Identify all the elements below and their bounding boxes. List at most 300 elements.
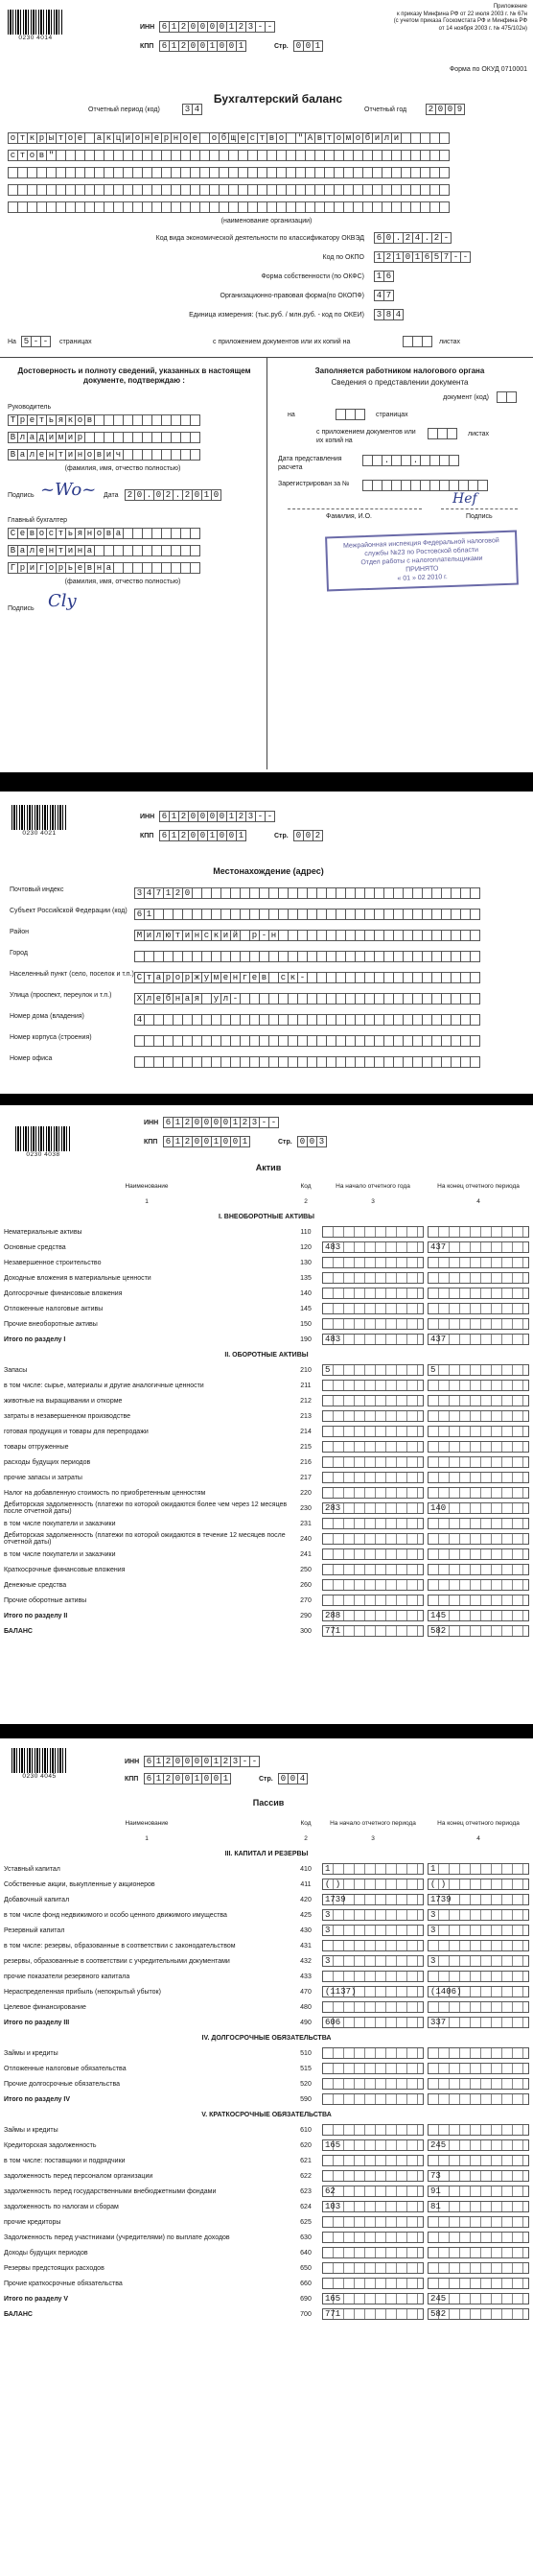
- char-cell: е: [17, 528, 28, 539]
- section-row: [2, 2030, 531, 2045]
- table-row: [2, 1270, 531, 1286]
- address-row: [0, 968, 533, 989]
- value-end: [426, 1454, 531, 1470]
- char-cell: [439, 184, 450, 196]
- char-cell: н: [75, 545, 85, 556]
- value-begin: [320, 2061, 426, 2076]
- char-cell: 0: [182, 887, 193, 899]
- char-cell: -: [297, 972, 308, 983]
- tax-reg-label: Зарегистрирован за №: [278, 481, 350, 487]
- value-end-box: [428, 2001, 529, 2013]
- column-begin: На начало отчетного периода: [330, 1819, 416, 1827]
- char-cell: [470, 993, 480, 1004]
- char-cell: 0: [182, 1773, 193, 1784]
- value-begin-box: 483: [322, 1334, 424, 1345]
- char-cell: 6: [144, 1756, 154, 1767]
- char-cell: в: [84, 562, 95, 574]
- value-end: [426, 2306, 531, 2322]
- char-cell: б: [163, 993, 174, 1004]
- head-name-cells: [8, 432, 199, 443]
- char-cell: о: [276, 132, 287, 144]
- value-end-box: 337: [428, 2017, 529, 2028]
- row-name: прочие кредиторы: [4, 2218, 61, 2226]
- char-cell: [470, 972, 480, 983]
- value-end-box: 437: [428, 1241, 529, 1253]
- char-cell: -: [240, 1756, 250, 1767]
- value-end: [426, 1470, 531, 1485]
- value-end: [426, 2045, 531, 2061]
- char-cell: т: [36, 414, 47, 426]
- row-code: 690: [300, 2295, 312, 2303]
- value-begin: [320, 1316, 426, 1332]
- acc-signature: Cly: [48, 591, 77, 611]
- org-name-caption: (наименование организации): [220, 218, 313, 225]
- value-begin: [320, 1393, 426, 1408]
- row-name: Основные средства: [4, 1243, 66, 1251]
- char-cell: 7: [153, 887, 164, 899]
- char-cell: [355, 409, 365, 420]
- char-cell: 6: [422, 251, 432, 263]
- address-label: Номер офиса: [10, 1055, 53, 1062]
- value-end-box: [428, 2047, 529, 2059]
- char-cell: в: [259, 972, 269, 983]
- char-cell: с: [247, 132, 258, 144]
- row-code: 590: [300, 2095, 312, 2103]
- value-end-box: [428, 2232, 529, 2243]
- row-name: Денежные средства: [4, 1581, 67, 1589]
- char-cell: 2: [182, 1117, 193, 1128]
- char-cell: н: [142, 132, 152, 144]
- value-begin: [320, 1332, 426, 1347]
- barcode-number: 0230 4021: [22, 830, 57, 837]
- char-cell: и: [65, 432, 76, 443]
- value-end: [426, 2153, 531, 2168]
- value-begin: [320, 1623, 426, 1639]
- row-code: 660: [300, 2280, 312, 2287]
- value-end: [426, 1316, 531, 1332]
- value-end-box: [428, 1579, 529, 1591]
- char-cell: б: [219, 132, 229, 144]
- table-row: [2, 1516, 531, 1531]
- char-cell: е: [27, 414, 37, 426]
- value-begin-box: [322, 1579, 424, 1591]
- value-end: [426, 1938, 531, 1953]
- row-code: 480: [300, 2003, 312, 2011]
- okved-label: Код вида экономической деятельности по классификатору ОКВЭД: [155, 235, 364, 242]
- row-name: Целевое финансирование: [4, 2003, 86, 2011]
- value-begin: [320, 2276, 426, 2291]
- row-code: 623: [300, 2187, 312, 2195]
- char-cell: и: [220, 930, 231, 941]
- value-begin: [320, 2230, 426, 2245]
- table-row: [2, 1393, 531, 1408]
- acc-fio-caption: (фамилия, имя, отчество полностью): [64, 579, 181, 585]
- value-begin: [320, 1608, 426, 1623]
- section-title: IV. ДОЛГОСРОЧНЫЕ ОБЯЗАТЕЛЬСТВА: [201, 2034, 332, 2042]
- char-cell: н: [173, 993, 183, 1004]
- tax-stamp: Межрайонная инспекция Федеральной налоговой службы №23 по Ростовской области Отдел работы с налогоплательщиками ПРИНЯТО « 01 » 02 2010 г.: [325, 531, 519, 592]
- char-cell: в: [266, 132, 277, 144]
- row-name: резервы, образованные в соответствии с учредительными документами: [4, 1957, 230, 1965]
- value-end: [426, 1240, 531, 1255]
- address-label: Почтовый индекс: [10, 886, 64, 893]
- char-cell: 0: [217, 811, 227, 822]
- char-cell: 1: [153, 1773, 164, 1784]
- row-name: Запасы: [4, 1366, 28, 1374]
- value-end-box: 91: [428, 2186, 529, 2197]
- char-cell: [447, 428, 457, 439]
- pages-prefix: На: [8, 339, 16, 345]
- char-cell: л: [17, 432, 28, 443]
- barcode-bars: [15, 1126, 71, 1151]
- char-cell: 2: [403, 232, 413, 244]
- char-cell: е: [36, 449, 47, 461]
- column-numbers: [2, 1193, 531, 1209]
- okopf-cells: [374, 290, 393, 301]
- section-row: [2, 1846, 531, 1861]
- char-cell: -: [255, 21, 266, 33]
- char-cell: а: [94, 132, 104, 144]
- row-code: 260: [300, 1581, 312, 1589]
- char-cell: 0: [153, 489, 164, 501]
- char-cell: о: [84, 449, 95, 461]
- char-cell: 0: [307, 1136, 317, 1147]
- char-cell: е: [75, 562, 85, 574]
- char-cell: -: [259, 1117, 269, 1128]
- char-cell: 0: [211, 1117, 221, 1128]
- attach-sheets-label: листах: [439, 339, 461, 345]
- char-cell: в: [36, 150, 47, 161]
- value-end-box: [428, 2216, 529, 2228]
- char-cell: к: [104, 132, 114, 144]
- table-row: [2, 1316, 531, 1332]
- okei-cells: [374, 309, 403, 320]
- char-cell: 2: [163, 1773, 174, 1784]
- address-value-cells: [134, 1035, 479, 1047]
- char-cell: [470, 909, 480, 920]
- table-header: [2, 1815, 531, 1831]
- barcode-4: [12, 1748, 67, 1781]
- char-cell: .: [422, 232, 432, 244]
- table-row: [2, 2260, 531, 2276]
- char-cell: 0: [435, 104, 446, 115]
- table-row: [2, 2306, 531, 2322]
- table-row: [2, 1861, 531, 1877]
- table-row: [2, 2015, 531, 2030]
- row-name: Займы и кредиты: [4, 2049, 58, 2057]
- char-cell: р: [17, 562, 28, 574]
- char-cell: ": [295, 132, 306, 144]
- char-cell: 4: [374, 290, 384, 301]
- char-cell: 6: [144, 1773, 154, 1784]
- address-label: Район: [10, 929, 29, 935]
- address-value-cells: [134, 930, 479, 941]
- value-end: [426, 2168, 531, 2184]
- char-cell: р: [56, 562, 66, 574]
- char-cell: 1: [192, 1773, 202, 1784]
- value-begin: [320, 1255, 426, 1270]
- value-begin: [320, 1938, 426, 1953]
- table-row: [2, 2153, 531, 2168]
- page-gap-3: [0, 1724, 533, 1738]
- page-label: Стр.: [278, 1139, 292, 1146]
- row-code: 410: [300, 1865, 312, 1873]
- char-cell: 2: [178, 40, 189, 52]
- value-end-box: [428, 1272, 529, 1284]
- value-end: [426, 2184, 531, 2199]
- row-code: 140: [300, 1289, 312, 1297]
- table-row: [2, 1240, 531, 1255]
- value-end-box: [428, 1940, 529, 1951]
- row-name: в том числе: сырье, материалы и другие аналогичные ценности: [4, 1382, 204, 1389]
- section-row: [2, 1209, 531, 1224]
- inn-cells: [144, 1756, 259, 1767]
- okopf-label: Организационно-правовая форма(по ОКОПФ): [220, 293, 364, 299]
- char-cell: 1: [173, 1117, 183, 1128]
- char-cell: В: [8, 432, 18, 443]
- value-begin-box: [322, 2170, 424, 2182]
- tax-doc-cells: [497, 391, 516, 403]
- value-begin: [320, 1953, 426, 1969]
- value-begin-box: 283: [322, 1502, 424, 1514]
- page-cells: [297, 1136, 326, 1147]
- char-cell: 2: [178, 21, 189, 33]
- char-cell: а: [27, 432, 37, 443]
- row-name: в том числе покупатели и заказчики: [4, 1520, 116, 1527]
- row-code: 510: [300, 2049, 312, 2057]
- char-cell: 2: [383, 251, 394, 263]
- char-cell: 0: [201, 1117, 212, 1128]
- char-cell: в: [314, 132, 325, 144]
- table-row: [2, 1470, 531, 1485]
- value-end: [426, 1531, 531, 1547]
- char-cell: л: [27, 545, 37, 556]
- char-cell: ь: [65, 528, 76, 539]
- row-name: расходы будущих периодов: [4, 1458, 91, 1466]
- char-cell: 0: [182, 1756, 193, 1767]
- row-code: 250: [300, 1566, 312, 1573]
- char-cell: .: [382, 455, 392, 466]
- value-begin-box: (1137): [322, 1986, 424, 1997]
- char-cell: [470, 1035, 480, 1047]
- value-end-box: [428, 1518, 529, 1529]
- char-cell: -: [259, 930, 269, 941]
- char-cell: -: [255, 811, 266, 822]
- table-row: [2, 1454, 531, 1470]
- char-cell: -: [441, 232, 452, 244]
- org-name-row-1: [8, 132, 449, 144]
- value-begin: [320, 2260, 426, 2276]
- char-cell: м: [343, 132, 354, 144]
- value-end: [426, 1362, 531, 1378]
- row-name: Добавочный капитал: [4, 1896, 70, 1903]
- value-begin: [320, 1362, 426, 1378]
- tax-on-label: на: [288, 412, 295, 418]
- char-cell: ц: [113, 132, 124, 144]
- table-row: [2, 1877, 531, 1892]
- value-begin: [320, 1270, 426, 1286]
- char-cell: о: [209, 132, 220, 144]
- value-begin-box: [322, 1472, 424, 1483]
- table-row: [2, 2061, 531, 2076]
- char-cell: -: [460, 251, 471, 263]
- char-cell: [439, 150, 450, 161]
- value-end-box: 3: [428, 1909, 529, 1921]
- tax-pages-label: страницах: [376, 412, 408, 418]
- char-cell: 0: [297, 1136, 308, 1147]
- char-cell: 3: [134, 887, 145, 899]
- char-cell: .: [144, 489, 154, 501]
- char-cell: 6: [383, 271, 394, 282]
- inn-label: ИНН: [144, 1120, 159, 1126]
- char-cell: -: [265, 811, 275, 822]
- table-row: [2, 1593, 531, 1608]
- char-cell: 4: [412, 232, 423, 244]
- char-cell: -: [268, 1117, 279, 1128]
- value-end: [426, 1224, 531, 1240]
- value-begin-box: [322, 1395, 424, 1406]
- value-begin: [320, 1439, 426, 1454]
- value-begin-box: 771: [322, 2308, 424, 2320]
- row-code: 515: [300, 2065, 312, 2072]
- page-label: Стр.: [259, 1776, 273, 1783]
- char-cell: е: [220, 972, 231, 983]
- char-cell: Г: [8, 562, 18, 574]
- char-cell: т: [324, 132, 335, 144]
- pages-label: страницах: [59, 339, 92, 345]
- section-title: II. ОБОРОТНЫЕ АКТИВЫ: [224, 1351, 309, 1359]
- row-name: Кредиторская задолженность: [4, 2141, 97, 2149]
- inn-label: ИНН: [125, 1759, 140, 1765]
- value-begin: [320, 1531, 426, 1547]
- char-cell: 0: [403, 251, 413, 263]
- table-row: [2, 1892, 531, 1907]
- value-end: [426, 2260, 531, 2276]
- table-row: [2, 1969, 531, 1984]
- kpp-cells: [163, 1136, 249, 1147]
- char-cell: 2: [220, 1756, 231, 1767]
- row-name: Уставный капитал: [4, 1865, 60, 1873]
- address-label: Номер корпуса (строения): [10, 1034, 92, 1041]
- barcode-bars: [12, 1748, 67, 1773]
- char-cell: д: [36, 432, 47, 443]
- section-title: I. ВНЕОБОРОТНЫЕ АКТИВЫ: [218, 1213, 315, 1220]
- char-cell: 1: [169, 830, 179, 841]
- row-name: Итого по разделу IV: [4, 2095, 71, 2103]
- char-cell: .: [393, 232, 404, 244]
- char-cell: т: [56, 132, 66, 144]
- char-cell: р: [161, 132, 172, 144]
- report-year-cells: [426, 104, 464, 115]
- char-cell: 7: [383, 290, 394, 301]
- value-end: [426, 1332, 531, 1347]
- value-end: [426, 1623, 531, 1639]
- barcode-bars: [12, 805, 67, 830]
- char-cell: С: [134, 972, 145, 983]
- row-name: Прочие долгосрочные обязательства: [4, 2080, 121, 2088]
- char-cell: В: [8, 545, 18, 556]
- tax-fio-line: [288, 508, 422, 509]
- char-cell: 6: [159, 40, 170, 52]
- value-end-box: 1739: [428, 1894, 529, 1905]
- form-code: Форма по ОКУД 0710001: [449, 66, 527, 73]
- value-begin-box: [322, 2278, 424, 2289]
- row-code: 216: [300, 1458, 312, 1466]
- char-cell: в: [94, 449, 104, 461]
- value-begin-box: [322, 1226, 424, 1238]
- value-begin-box: 103: [322, 2201, 424, 2212]
- char-cell: 6: [159, 830, 170, 841]
- char-cell: 0: [303, 40, 313, 52]
- value-end: [426, 1286, 531, 1301]
- char-cell: [190, 449, 200, 461]
- value-begin: [320, 1969, 426, 1984]
- value-end-box: [428, 1971, 529, 1982]
- char-cell: 3: [245, 811, 256, 822]
- char-cell: 2: [178, 830, 189, 841]
- char-cell: [190, 414, 200, 426]
- table-row: [2, 1301, 531, 1316]
- char-cell: к: [65, 414, 76, 426]
- barcode-number: 0230 4014: [18, 35, 53, 41]
- table-row: [2, 1501, 531, 1516]
- section-row: [2, 2107, 531, 2122]
- tax-pages-cells: [336, 409, 364, 420]
- char-cell: [190, 528, 200, 539]
- char-cell: [439, 167, 450, 178]
- row-code: 215: [300, 1443, 312, 1451]
- row-code: 211: [300, 1382, 312, 1389]
- row-code: 190: [300, 1335, 312, 1343]
- char-cell: [449, 455, 459, 466]
- barcode-3: [15, 1126, 71, 1159]
- value-begin: [320, 1907, 426, 1923]
- barcode-1: [8, 10, 63, 42]
- okfs-label: Форма собственности (по ОКФС): [261, 273, 364, 280]
- value-begin: [320, 2138, 426, 2153]
- row-code: 130: [300, 1259, 312, 1266]
- char-cell: .: [173, 489, 183, 501]
- tax-date-cells: [362, 455, 458, 466]
- value-begin-box: [322, 1456, 424, 1468]
- value-begin: [320, 1485, 426, 1501]
- char-cell: 1: [211, 1756, 221, 1767]
- row-code: 433: [300, 1973, 312, 1980]
- char-cell: т: [56, 449, 66, 461]
- value-end: [426, 1861, 531, 1877]
- column-number: 4: [476, 1834, 480, 1842]
- column-name: Наименование: [125, 1819, 169, 1827]
- table-row: [2, 1953, 531, 1969]
- row-code: 650: [300, 2264, 312, 2272]
- barcode-number: 0230 4045: [22, 1773, 57, 1780]
- row-code: 230: [300, 1504, 312, 1512]
- barcode-bars: [8, 10, 63, 35]
- row-code: 621: [300, 2157, 312, 2164]
- value-begin-box: 5: [322, 1364, 424, 1376]
- value-end-box: 245: [428, 2139, 529, 2151]
- char-cell: м: [56, 432, 66, 443]
- pages-cells: [21, 336, 50, 347]
- inn-cells: [159, 811, 274, 822]
- row-code: 490: [300, 2019, 312, 2026]
- value-begin-box: 606: [322, 2017, 424, 2028]
- acc-name-cells: [8, 545, 199, 556]
- char-cell: у: [211, 993, 221, 1004]
- char-cell: 1: [173, 1136, 183, 1147]
- row-name: в том числе фонд недвижимого и особо ценного движимого имущества: [4, 1911, 227, 1919]
- char-cell: [470, 951, 480, 962]
